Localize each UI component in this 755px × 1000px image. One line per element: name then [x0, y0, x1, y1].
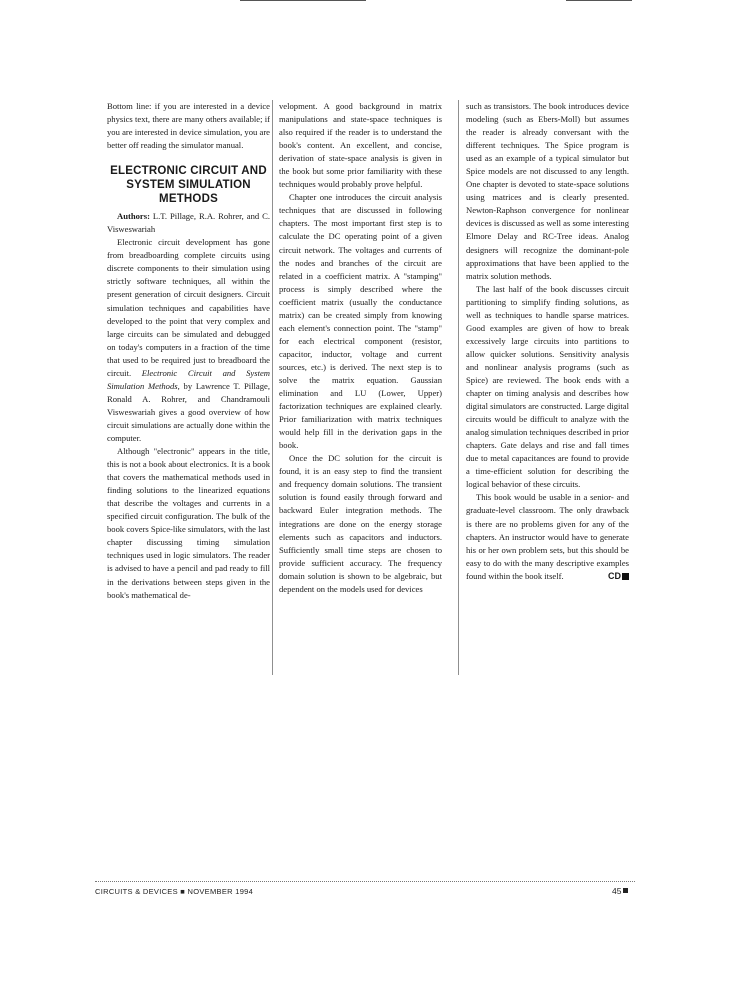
- page-number-text: 45: [612, 886, 622, 896]
- end-square-icon: [622, 573, 629, 580]
- body-paragraph: velopment. A good background in matrix manipulations and state-space techniques is also required if the reader is to understand the book's content. An excellent, and concise, derivation of state-space analysis is given in the book but some prior familiarity with these techniques would probably prove helpful.: [279, 101, 442, 190]
- body-paragraph: [107, 236, 270, 445]
- page-square-icon: [623, 888, 628, 893]
- column-one: [107, 100, 270, 602]
- section-heading: ELECTRONIC CIRCUIT AND SYSTEM SIMULATION METHODS: [110, 165, 267, 206]
- column-two: [279, 100, 442, 596]
- end-mark-text: CD: [608, 570, 621, 581]
- end-mark: [598, 570, 629, 583]
- body-paragraph: Although "electronic" appears in the title, this is not a book about electronics. It is a book that covers the mathematical methods used in finding solutions to the linearized equations that describe the voltages and currents in a specified circuit configuration. The bulk of the book covers Spice-like simulators, with the last chapter discussing timing simulation techniques used in logic simulators. The reader is advised to have a pencil and pad ready to fill in the derivations between steps given in the book's mathematical de-: [107, 446, 271, 600]
- authors-names: L.T. Pillage, R.A. Rohrer, and C. Visweswariah: [107, 211, 270, 235]
- body-text: Electronic circuit development has gone from breadboarding complete circuits using discrete components to their simulation using strictly software techniques, all within the present generation of circuit designers. Circuit simulation techniques and capabilities have developed to the point that very complex and large circuits can be simulated and debugged on today's computers in a fraction of the time that used to be required just to breadboard the circuit.: [107, 237, 270, 378]
- body-text: , by Lawrence T. Pillage, Ronald A. Rohrer, and Chandramouli Visweswariah gives a good overview of how circuit simulations are actually done within the computer.: [107, 380, 270, 443]
- footer-publication: CIRCUITS & DEVICES ■ NOVEMBER 1994: [95, 887, 254, 896]
- body-paragraph: Once the DC solution for the circuit is found, it is an easy step to find the transient and frequency domain solutions. The transient solution is found easily through forward and backward Euler integration methods. The integrations are done on the energy storage elements such as capacitors and inductors. Sufficiently small time steps are chosen to provide sufficient accuracy. The frequency domain solution is shown to be algebraic, but dependent on the models used for devices: [279, 453, 442, 594]
- scan-artifact-line-left: [240, 0, 366, 1]
- column-divider: [272, 100, 273, 675]
- book-title: Electronic Circuit and System Simulation Methods: [107, 367, 270, 391]
- column-divider: [458, 100, 459, 675]
- column-three: [466, 100, 629, 583]
- footer-rule: [95, 881, 635, 882]
- authors-label: Authors:: [117, 211, 150, 222]
- authors-line: [107, 210, 270, 236]
- body-paragraph: such as transistors. The book introduces device modeling (such as Ebers-Moll) but assumes the reader is already conversant with the different techniques. The Spice program is used as an example of a typical simulator but Spice models are not discussed to any length. One chapter is devoted to state-space solutions using matrices and is clearly presented. Newton-Raphson convergence for nonlinear devices is discussed as well as some interesting Elmore Delay and RC-Tree ideas. Analog designers will recognize the dominant-pole approximations that have been applied to the matrix solution methods.: [466, 101, 630, 281]
- scan-artifact-line-right: [566, 0, 632, 1]
- body-paragraph: Chapter one introduces the circuit analysis techniques that are discussed in following chapters. The most important first step is to calculate the DC operating point of a given circuit network. The voltages and currents of the nodes and branches of the circuit are related in a coefficient matrix. A "stamping" process is simply described where the coefficient matrix (usually the conductance matrix) can be created simply from knowing each element's connection point. The "stamp" for each electrical component (resistor, capacitor, inductor, voltage and current sources, etc.) is derived. The next step is to solve the matrix equation. Gaussian elimination and LU (Lower, Upper) factorization techniques are explained clearly. Prior familiarization with matrix techniques would help fill in the derivation gaps in the book.: [279, 192, 442, 451]
- body-paragraph: [466, 491, 629, 582]
- page-number: [612, 886, 628, 896]
- body-paragraph: The last half of the book discusses circuit partitioning to simplify finding solutions, as well as techniques to handle sparse matrices. Good examples are given of how to break excessively large circuits into partitions to allow quicker solutions. Sensitivity analysis and nonlinear analysis programs (such as Spice) are reviewed. The book ends with a chapter on timing analysis and describes how digital simulators are constructed. Large digital circuits would be difficult to analyze with the analog simulation techniques described in prior chapters. Gate delays and rise and fall times due to metal capacitances are found to provide a time-efficient solution for describing the logical behavior of these circuits.: [466, 283, 630, 490]
- intro-paragraph: Bottom line: if you are interested in a device physics text, there are many others available; if you are interested in device simulation, you are better off reading the simulator manual.: [107, 101, 270, 151]
- body-text: This book would be usable in a senior- and graduate-level classroom. The only drawback is there are no problems given for any of the chapters. An instructor would have to generate his or her own problem sets, but this should be easy to do with the many descriptive examples found within the book itself.: [466, 492, 629, 581]
